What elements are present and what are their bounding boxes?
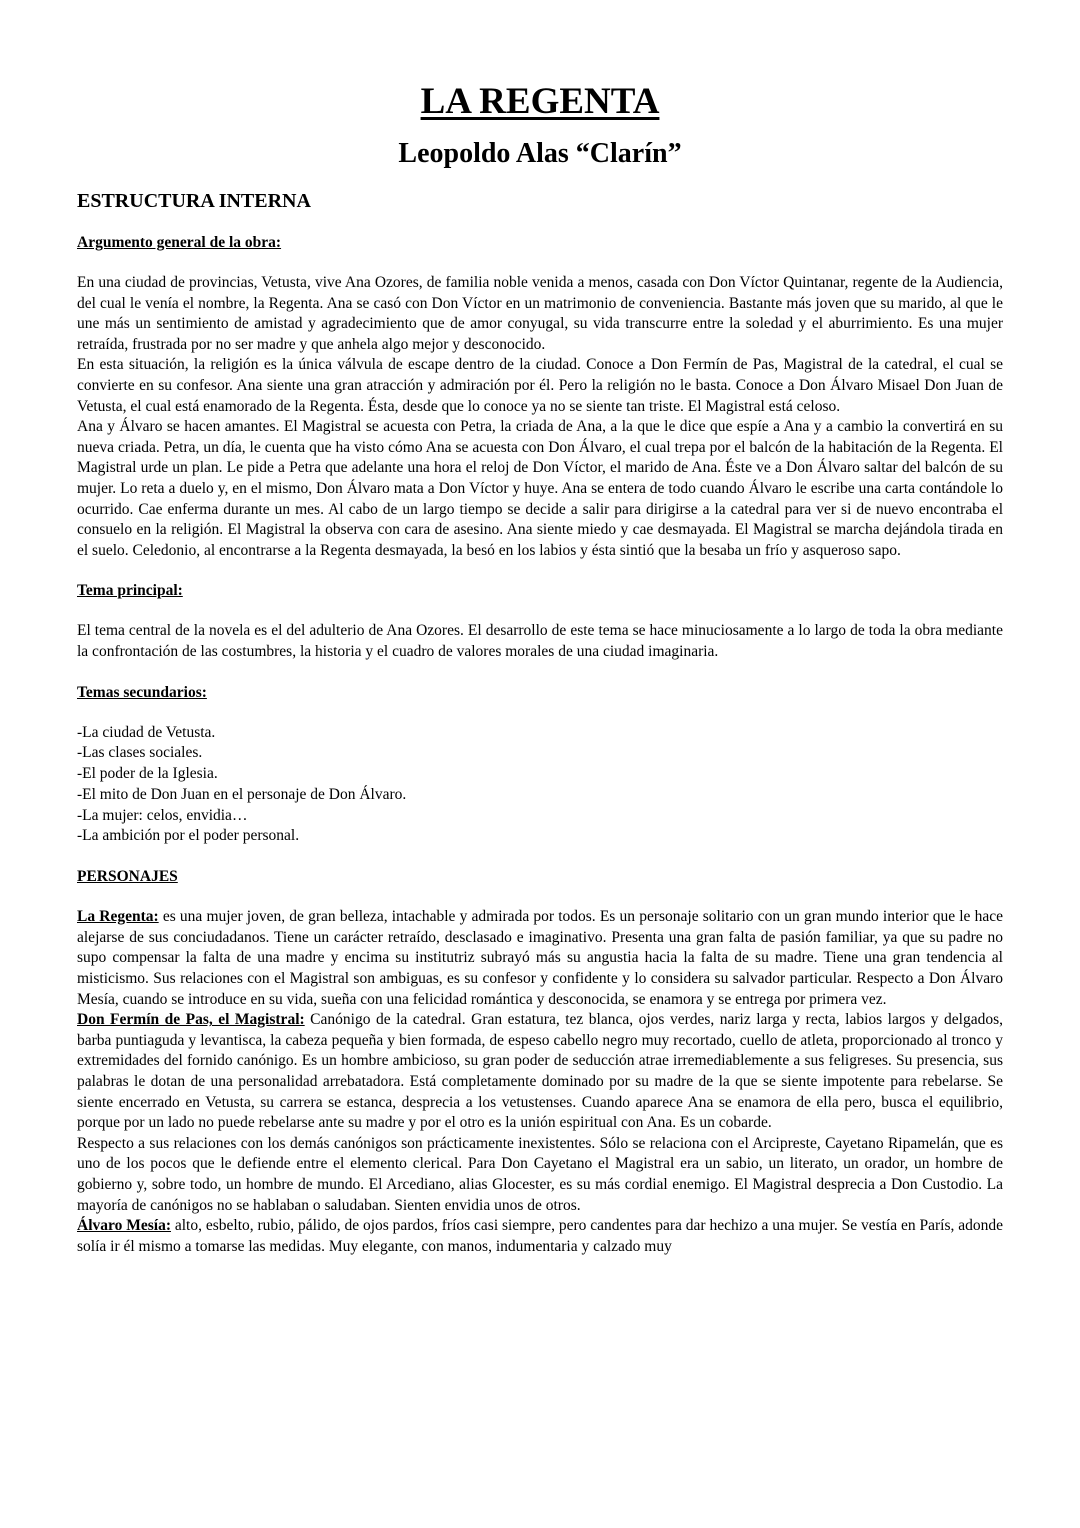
- document-title-text: LA REGENTA: [420, 81, 660, 122]
- temas-secundarios-list: [77, 723, 1003, 848]
- list-item: -El poder de la Iglesia.: [77, 765, 218, 783]
- document-title: [77, 80, 1003, 124]
- character-text-alvaro: alto, esbelto, rubio, pálido, de ojos pardos, fríos casi siempre, pero candentes para dar hechizo a una mujer. Se vestía en París, adonde solía ir él mismo a tomarse las medidas. Muy elegante, con manos, indumentaria y calzado muy: [77, 1217, 1003, 1255]
- section-heading-estructura: ESTRUCTURA INTERNA: [77, 190, 311, 212]
- list-item: -La mujer: celos, envidia…: [77, 806, 248, 824]
- list-item: -La ciudad de Vetusta.: [77, 723, 216, 741]
- list-item: -La ambición por el poder personal.: [77, 827, 300, 845]
- section-heading-personajes: PERSONAJES: [77, 868, 178, 886]
- list-item: -Las clases sociales.: [77, 744, 203, 762]
- subheading-tema-principal: Tema principal:: [77, 582, 183, 600]
- character-magistral-relations: Respecto a sus relaciones con los demás canónigos son prácticamente inexistentes. Sólo se relaciona con el Arcipreste, Cayetano Ripamelán, que es uno de los pocos que le defiende entre el elemento clerical. Para Don Cayetano el Magistral era un sabio, un literato, un orador, un hombre de gobierno y, sobre todo, un hombre de mundo. El Arcediano, alias Glocester, es su más cordial enemigo. El Magistral desprecia a Don Custodio. La mayoría de canónigos no se hablaban o saludaban. Sienten envidia unos de otros.: [77, 1134, 1003, 1214]
- argumento-body: [77, 273, 1003, 561]
- argumento-paragraph-3: Ana y Álvaro se hacen amantes. El Magistral se acuesta con Petra, la criada de Ana, a la que le dice que espíe a Ana y a cambio la convertirá en su nueva criada. Petra, un día, le cuenta que ha visto cómo Ana se acuesta con Don Álvaro, el cual trepa por el balcón de la habitación de la Regenta. El Magistral urde un plan. Le pide a Petra que adelante una hora el reloj de Don Víctor, el marido de Ana. Éste ve a Don Álvaro saltar del balcón de su mujer. Lo reta a duelo y, en el mismo, Don Álvaro mata a Don Víctor y huye. Ana se entera de todo cuando Álvaro le escribe una carta contándole lo ocurrido. Cae enferma durante un mes. Al cabo de un largo tiempo se decide a salir para dirigirse a la catedral para ver si de nuevo encontraba el consuelo en la religión. El Magistral la observa con cara de asesino. Ana siente miedo y cae desmayada. El Magistral se marcha dejándola tirada en el suelo. Celedonio, al encontrarse a la Regenta desmayada, la besó en los labios y ésta sintió que la besaba un frío y asqueroso sapo.: [77, 418, 1003, 559]
- character-magistral: [77, 1010, 1003, 1134]
- character-text-magistral: Canónigo de la catedral. Gran estatura, tez blanca, ojos verdes, nariz larga y recta, labios largos y delgados, barba puntiaguda y levantisca, la cabeza pequeña y bien formada, de espeso cabello negro muy recortado, cuello de atleta, proporcionado al tronco y extremidades del fornido canónigo. Es un hombre ambicioso, su gran poder de seducción atrae irremediablemente a sus feligreses. Su presencia, sus palabras le dotan de una personalidad arrebatadora. Está completamente dominado por su madre de la que se siente impotente para rebelarse. Se siente encerrado en Vetusta, su carrera se estanca, desprecia a los vetustenses. Cuando aparece Ana se enamora de ella pero, busca el equilibrio, porque por un lado no puede rebelarse ante su madre y por el otro es la unión espiritual con Ana. Es un cobarde.: [77, 1011, 1004, 1132]
- character-label-regenta: La Regenta:: [77, 908, 159, 926]
- character-label-alvaro: Álvaro Mesía:: [77, 1217, 171, 1235]
- argumento-paragraph-2: En esta situación, la religión es la única válvula de escape dentro de la ciudad. Conoce a Don Fermín de Pas, Magistral de la catedral, el cual se convierte en su confesor. Ana siente una gran atracción y admiración por él. Pero la religión no le basta. Conoce a Don Álvaro Misael Don Juan de Vetusta, el cual está enamorado de la Regenta. Ésta, desde que lo conoce ya no se siente tan triste. El Magistral está celoso.: [77, 356, 1003, 415]
- character-text-regenta: es una mujer joven, de gran belleza, intachable y admirada por todos. Es un personaje solitario con un gran mundo interior que le hace alejarse de sus conciudadanos. Tiene un carácter retraído, desclasado e imaginativo. Presenta una gran falta de pasión familiar, ya que su padre no supo compensar la falta de una madre y encima su institutriz subrayó más su angustia hacia la falta de su madre. Tiene una gran tendencia al misticismo. Sus relaciones con el Magistral son ambiguas, es su confesor y confidente y lo considera su salvador particular. Respecto a Don Álvaro Mesía, cuando se introduce en su vida, sueña con una felicidad romántica y desconocida, se enamora y se entrega por primera vez.: [77, 908, 1003, 1008]
- character-label-magistral: Don Fermín de Pas, el Magistral:: [77, 1011, 305, 1029]
- list-item: -El mito de Don Juan en el personaje de Don Álvaro.: [77, 785, 407, 803]
- personajes-body: [77, 907, 1003, 1257]
- character-regenta: [77, 907, 1003, 1010]
- tema-principal-paragraph: El tema central de la novela es el del adulterio de Ana Ozores. El desarrollo de este tema se hace minuciosamente a lo largo de toda la obra mediante la confrontación de las costumbres, la historia y el cuadro de valores morales de una ciudad imaginaria.: [77, 622, 1003, 660]
- document-page: [77, 80, 1003, 1257]
- document-author: Leopoldo Alas “Clarín”: [398, 138, 682, 169]
- subheading-argumento: Argumento general de la obra:: [77, 234, 282, 251]
- argumento-paragraph-1: En una ciudad de provincias, Vetusta, vive Ana Ozores, de familia noble venida a menos, casada con Don Víctor Quintanar, regente de la Audiencia, del cual le venía el nombre, la Regenta. Ana se casó con Don Víctor en un matrimonio de conveniencia. Bastante más joven que su marido, al que le une más un sentimiento de amistad y agradecimiento que de amor conyugal, su vida transcurre entre la soledad y el aburrimiento. Es una mujer retraída, frustrada por no ser madre y que anhela algo mejor y desconocido.: [77, 274, 1003, 353]
- character-alvaro: [77, 1216, 1003, 1257]
- subheading-temas-secundarios: Temas secundarios:: [77, 683, 207, 701]
